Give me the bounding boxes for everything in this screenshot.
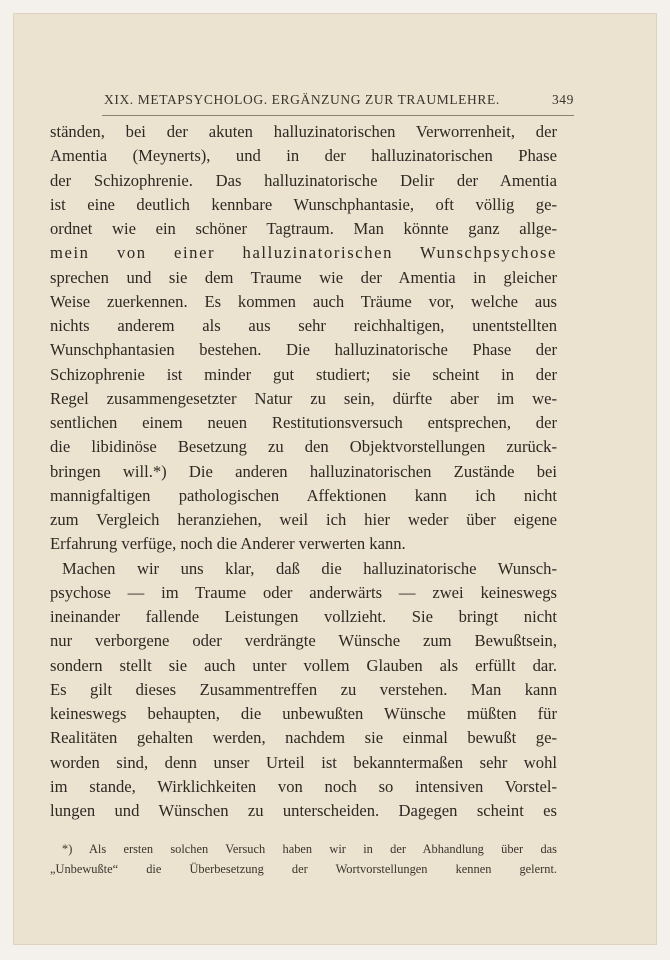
body-line: Erfahrung verfüge, noch die Anderer verwerten kann. [50, 534, 406, 554]
page-number: 349 [551, 92, 574, 107]
body-line: sondern stellt sie auch unter vollem Glauben als erfüllt dar. [50, 655, 557, 675]
body-line: nichts anderem als aus sehr reichhaltigen, unentstellten [50, 316, 557, 335]
body-line: im stande, Wirklichkeiten von noch so intensiven Vorstel- [50, 776, 557, 796]
body-line: bringen will.*) Die anderen halluzinatorischen Zustände bei [50, 461, 557, 481]
body-line: ineinander fallende Leistungen vollzieht. Sie bringt nicht [50, 607, 557, 626]
body-line: Amentia (Meynerts), und in der halluzinatorischen Phase [50, 146, 557, 166]
body-line: ordnet wie ein schöner Tagtraum. Man könnte ganz allge- [50, 219, 557, 238]
running-head-title: XIX. METAPSYCHOLOG. ERGÄNZUNG ZUR TRAUMLEHRE. [104, 92, 500, 107]
body-line: sprechen und sie dem Traume wie der Amentia in gleicher [50, 267, 557, 287]
body-line: sentlichen einem neuen Restitutionsversuch entsprechen, der [50, 413, 557, 432]
body-line: nur verborgene oder verdrängte Wünsche zum Bewußtsein, [50, 631, 557, 651]
header-rule [102, 115, 574, 116]
body-line: zum Vergleich heranziehen, weil ich hier weder über eigene [50, 510, 557, 529]
body-line: ist eine deutlich kennbare Wunschphantasie, oft völlig ge- [50, 194, 557, 214]
footnote-line: *) Als ersten solchen Versuch haben wir in der Abhandlung über das [62, 842, 557, 856]
footnote-line: „Unbewußte“ die Überbesetzung der Wortvorstellungen kennen gelernt. [50, 862, 557, 876]
body-line: die libidinöse Besetzung zu den Objektvorstellungen zurück- [50, 437, 557, 457]
body-line: Regel zusammengesetzter Natur zu sein, dürfte aber im we- [50, 388, 557, 408]
body-line: Weise zuerkennen. Es kommen auch Träume vor, welche aus [50, 291, 557, 311]
body-line: Es gilt dieses Zusammentreffen zu verstehen. Man kann [50, 679, 557, 699]
body-line: psychose — im Traume oder anderwärts — zwei keineswegs [50, 582, 557, 602]
body-line: Realitäten gehalten werden, nachdem sie einmal bewußt ge- [50, 728, 557, 748]
running-head [104, 92, 574, 108]
footnotes [50, 839, 557, 879]
body-line: mannigfaltigen pathologischen Affektionen kann ich nicht [50, 485, 557, 505]
body-line: lungen und Wünschen zu unterscheiden. Dagegen scheint es [50, 801, 557, 820]
body-line: Machen wir uns klar, daß die halluzinatorische Wunsch- [62, 558, 557, 578]
body-text [50, 120, 557, 823]
body-line: Schizophrenie ist minder gut studiert; sie scheint in der [50, 364, 557, 384]
body-line: worden sind, denn unser Urteil ist bekanntermaßen sehr wohl [50, 752, 557, 772]
body-line: Wunschphantasien bestehen. Die halluzinatorische Phase der [50, 340, 557, 360]
body-line: keineswegs behaupten, die unbewußten Wünsche müßten für [50, 704, 557, 723]
body-line: ständen, bei der akuten halluzinatorischen Verworrenheit, der [50, 122, 557, 141]
body-line: mein von einer halluzinatorischen Wunschpsychose [50, 243, 557, 263]
body-line: der Schizophrenie. Das halluzinatorische Delir der Amentia [50, 170, 557, 190]
